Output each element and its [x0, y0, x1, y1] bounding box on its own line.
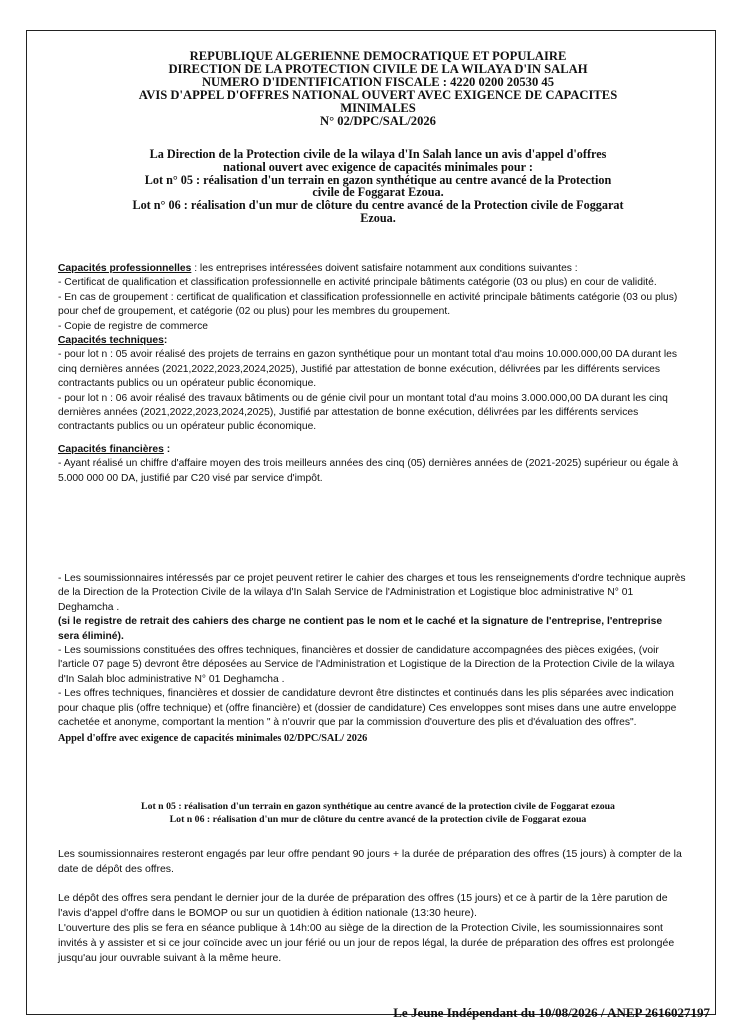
conditions-section	[58, 572, 686, 747]
condition-paragraph: - Les soumissions constituées des offres techniques, financières et dossier de candidature accompagnées des pièces exigées, (voir l'article 07 page 5) devront être déposées au Service de l'Administration et Logistique de la Direction de la Protection Civile de la wilaya d'In Salah bloc administrative N° 01 Deghamcha .	[58, 645, 675, 685]
publication-footer: Le Jeune Indépendant du 10/08/2026 / ANEP 2616027197	[393, 1005, 710, 1020]
lot5-title: Lot n° 05 : réalisation d'un terrain en gazon synthétique au centre avancé de la Protection	[144, 172, 612, 187]
notice-header	[40, 50, 716, 128]
closing-section	[58, 847, 686, 966]
notice-number: N° 02/DPC/SAL/2026	[320, 114, 436, 128]
republic-title: REPUBLIQUE ALGERIENNE DEMOCRATIQUE ET POPULAIRE	[189, 49, 567, 63]
prof-item: - Copie de registre de commerce	[58, 320, 208, 332]
condition-warning: (si le registre de retrait des cahiers des charge ne contient pas le nom et le caché et la signature de l'entreprise, l'entreprise sera éliminé).	[58, 616, 663, 642]
tech-heading-line	[58, 334, 686, 348]
fin-heading-line	[58, 443, 686, 457]
tender-reference: Appel d'offre avec exigence de capacités minimales 02/DPC/SAL/ 2026	[58, 733, 368, 745]
prof-heading: Capacités professionnelles	[58, 263, 192, 274]
direction-title: DIRECTION DE LA PROTECTION CIVILE DE LA WILAYA D'IN SALAH	[168, 62, 588, 76]
fin-item: - Ayant réalisé un chiffre d'affaire moyen des trois meilleurs années des cinq (05) dernières années de (2021-2025) supérieur ou égale à 5.000 000 00 DA, justifié par C20 visé par service d'impôt.	[58, 458, 679, 484]
tech-colon: :	[163, 335, 168, 347]
prof-item: - Certificat de qualification et classification professionnelle en activité principale bâtiments catégorie (03 ou plus) en cour de validité.	[58, 277, 657, 289]
lot5-title-cont: civile de Foggarat Ezoua.	[312, 185, 444, 200]
condition-paragraph: - Les offres techniques, financières et dossier de candidature devront être distinctes et continués dans les plis séparées avec indication pour chaque plis (offre technique) et (offre financière) et (dossier de candidature) Ces enveloppes sont mises dans une autre enveloppe cachetée et anonyme, comportant la mention " à n'ouvrir que par la commission d'ouverture des plis et d'évaluation des offres".	[58, 688, 677, 729]
lot6-title: Lot n° 06 : réalisation d'un mur de clôture du centre avancé de la Protection civile de Foggarat	[132, 198, 624, 213]
capacities-section	[58, 262, 686, 486]
deposit-paragraph: Le dépôt des offres sera pendant le dernier jour de la durée de préparation des offres (15 jours) et ce à partir de la 1ère parution de l'avis d'appel d'offre dans le BOMOP ou sur un quotidien à édition nationale (13:30 heure).	[58, 892, 668, 919]
opening-paragraph: L'ouverture des plis se fera en séance publique à 14h:00 au siège de la direction de la Protection Civile, les soumissionnaires sont invités à y assister et si ce jour coïncide avec un jour férié ou un jour de repos légal, la durée de préparation des offres est prolongée jusqu'au jour ouvrable suivant à la même heure.	[58, 922, 675, 964]
intro-line: La Direction de la Protection civile de la wilaya d'In Salah lance un avis d'appel d'offres	[149, 147, 607, 161]
prof-item: - En cas de groupement : certificat de qualification et classification professionnelle en activité principale bâtiments catégorie (03 ou plus) pour chef de groupement, et catégorie (02 ou plus) pour les membres du groupement.	[58, 291, 678, 318]
lot5-repeat: Lot n 05 : réalisation d'un terrain en gazon synthétique au centre avancé de la protection civile de Foggarat ezoua	[141, 801, 615, 812]
intro-line: national ouvert avec exigence de capacités minimales pour :	[223, 159, 533, 174]
tech-item: - pour lot n : 05 avoir réalisé des projets de terrains en gazon synthétique pour un montant total d'au moins 10.000.000,00 DA durant les cinq dernières années (2021,2022,2023,2024,2025), Justifié par attestation de bonne exécution, délivrées par les différents services contractants publics ou un opérateur public économique.	[58, 349, 678, 390]
tech-heading: Capacités techniques	[58, 335, 164, 347]
prof-lead	[58, 262, 686, 276]
prof-lead-text: : les entreprises intéressées doivent satisfaire notamment aux conditions suivantes :	[191, 263, 578, 274]
lots-repeat	[40, 800, 716, 826]
tax-id: NUMERO D'IDENTIFICATION FISCALE : 4220 0200 20530 45	[201, 75, 555, 89]
fin-heading: Capacités financières	[58, 443, 164, 455]
notice-title: AVIS D'APPEL D'OFFRES NATIONAL OUVERT AVEC EXIGENCE DE CAPACITES	[138, 88, 618, 102]
condition-paragraph: - Les soumissionnaires intéressés par ce projet peuvent retirer le cahier des charges et tous les renseignements d'ordre technique auprès de la Direction de la Protection Civile de la wilaya d'In Salah Service de l'Administration et Logistique bloc administrative N° 01 Deghamcha .	[58, 573, 686, 613]
tech-item: - pour lot n : 06 avoir réalisé des travaux bâtiments ou de génie civil pour un montant total d'au moins 3.000.000,00 DA durant les cinq dernières années (2021,2022,2023,2024,2025), Justifié par attestation de bonne exécution, délivrées par les différents services contractants publics ou un opérateur public économique.	[58, 392, 668, 433]
lot6-repeat: Lot n 06 : réalisation d'un mur de clôture du centre avancé de la protection civile de Foggarat ezoua	[169, 814, 587, 825]
notice-title-cont: MINIMALES	[340, 101, 416, 115]
fin-colon: :	[163, 443, 171, 455]
notice-intro	[40, 148, 716, 225]
commitment-paragraph: Les soumissionnaires resteront engagés par leur offre pendant 90 jours + la durée de préparation des offres (15 jours) à compter de la date de dépôt des offres.	[58, 848, 682, 875]
lot6-title-cont: Ezoua.	[360, 210, 396, 225]
